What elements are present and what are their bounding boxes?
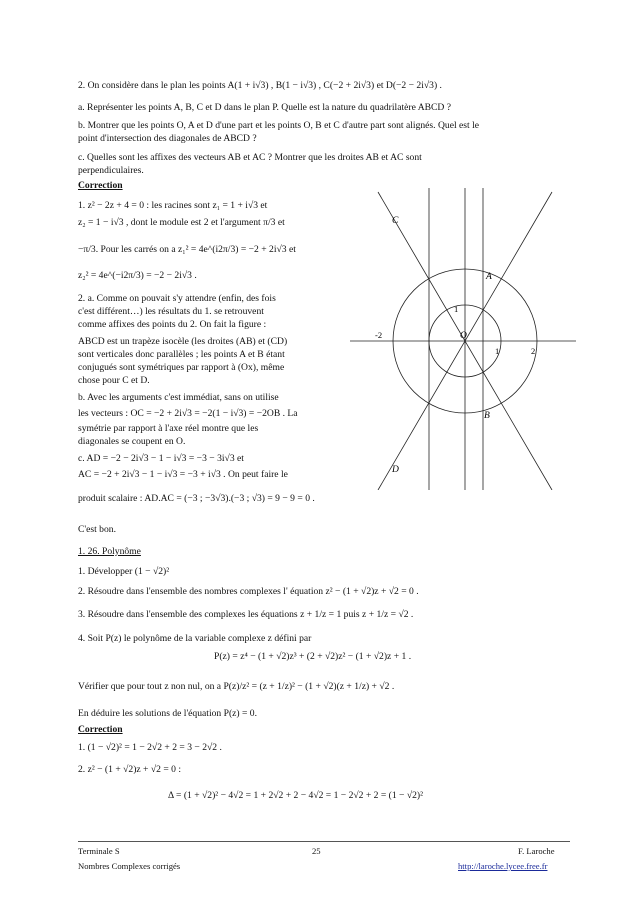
question-2b-cont: point d'intersection des diagonales de ABCD ? — [78, 133, 257, 144]
footer-rule — [78, 841, 570, 842]
correction-line: ABCD est un trapèze isocèle (les droites (AB) et (CD) — [78, 336, 288, 347]
question-2c: c. Quelles sont les affixes des vecteurs AB et AC ? Montrer que les droites AB et AC sont — [78, 152, 422, 163]
label-D: D — [392, 465, 399, 475]
label-O: O — [460, 331, 467, 341]
tick-label-2: 2 — [531, 346, 536, 356]
correction-heading: Correction — [78, 180, 123, 191]
correction-line: AC = −2 + 2i√3 − 1 − i√3 = −3 + i√3 . On peut faire le — [78, 469, 288, 480]
correction-line: sont verticales donc parallèles ; les points A et B étant — [78, 349, 285, 360]
correction-line: chose pour C et D. — [78, 375, 150, 386]
footer-author: F. Laroche — [518, 846, 555, 856]
polynome-question-1: 1. Développer (1 − √2)² — [78, 566, 170, 577]
label-A: A — [486, 272, 492, 282]
footer-class: Terminale S — [78, 846, 120, 856]
label-C: C — [392, 216, 399, 226]
correction-line: c'est différent…) les résultats du 1. se retrouvent — [78, 306, 264, 317]
polynome-definition: P(z) = z⁴ − (1 + √2)z³ + (2 + √2)z² − (1 + √2)z + 1 . — [214, 651, 412, 662]
correction-2-line-1: 1. (1 − √2)² = 1 − 2√2 + 2 = 3 − 2√2 . — [78, 742, 222, 753]
correction-line: z₂ = 1 − i√3 , dont le module est 2 et l'argument π/3 et — [78, 217, 285, 228]
correction-line: produit scalaire : AD.AC = (−3 ; −3√3).(−3 ; √3) = 9 − 9 = 0 . — [78, 493, 315, 504]
correction-2-line-2: 2. z² − (1 + √2)z + √2 = 0 : — [78, 764, 181, 775]
polynome-question-2: 2. Résoudre dans l'ensemble des nombres complexes l' équation z² − (1 + √2)z + √2 = 0 . — [78, 586, 419, 597]
polynome-question-4: 4. Soit P(z) le polynôme de la variable complexe z défini par — [78, 633, 312, 644]
question-2c-cont: perpendiculaires. — [78, 165, 144, 176]
question-2: 2. On considère dans le plan les points A(1 + i√3) , B(1 − i√3) , C(−2 + 2i√3) et D(−2 − 2i√3) . — [78, 80, 442, 91]
polynome-identity: Vérifier que pour tout z non nul, on a P(z)/z² = (z + 1/z)² − (1 + √2)(z + 1/z) + √2 . — [78, 681, 395, 692]
tick-label-1-y: 1 — [454, 304, 459, 314]
correction-line: z₂² = 4e^(−i2π/3) = −2 − 2i√3 . — [78, 270, 197, 281]
section-title: 1. 26. Polynôme — [78, 546, 141, 557]
correction-line: diagonales se coupent en O. — [78, 436, 186, 447]
tick-label-1-x: 1 — [495, 346, 500, 356]
correction-heading-2: Correction — [78, 724, 123, 735]
footer-link[interactable]: http://laroche.lycee.free.fr — [458, 861, 548, 871]
question-2a: a. Représenter les points A, B, C et D dans le plan P. Quelle est la nature du quadrilatère ABCD ? — [78, 102, 452, 113]
page-number: 25 — [312, 846, 321, 856]
correction-line: c. AD = −2 − 2i√3 − 1 − i√3 = −3 − 3i√3 et — [78, 453, 244, 464]
tick-label-minus-2: -2 — [375, 330, 383, 340]
correction-line: b. Avec les arguments c'est immédiat, sans on utilise — [78, 392, 279, 403]
footer-chapter: Nombres Complexes corrigés — [78, 861, 181, 871]
correction-2-delta: Δ = (1 + √2)² − 4√2 = 1 + 2√2 + 2 − 4√2 = 1 − 2√2 + 2 = (1 − √2)² — [168, 790, 424, 801]
correction-line: conjugués sont symétriques par rapport à (Ox), même — [78, 362, 285, 373]
correction-line: C'est bon. — [78, 524, 116, 535]
polynome-question-3: 3. Résoudre dans l'ensemble des complexes les équations z + 1/z = 1 puis z + 1/z = √2 . — [78, 609, 414, 620]
question-2b: b. Montrer que les points O, A et D d'une part et les points O, B et C d'autre part sont alignés. Quel est le — [78, 120, 479, 131]
correction-line: les vecteurs : OC = −2 + 2i√3 = −2(1 − i√3) = −2OB . La — [78, 408, 298, 419]
correction-line: comme affixes des points du 2. On fait la figure : — [78, 319, 267, 330]
correction-line: 1. z² − 2z + 4 = 0 : les racines sont z₁ = 1 + i√3 et — [78, 200, 268, 211]
polynome-deduce: En déduire les solutions de l'équation P(z) = 0. — [78, 708, 257, 719]
correction-line: 2. a. Comme on pouvait s'y attendre (enfin, des fois — [78, 293, 276, 304]
complex-plane-figure — [350, 188, 576, 490]
correction-line: symétrie par rapport à l'axe réel montre que les — [78, 423, 259, 434]
correction-line: −π/3. Pour les carrés on a z₁² = 4e^(i2π/3) = −2 + 2i√3 et — [78, 244, 296, 255]
label-B: B — [484, 411, 490, 421]
